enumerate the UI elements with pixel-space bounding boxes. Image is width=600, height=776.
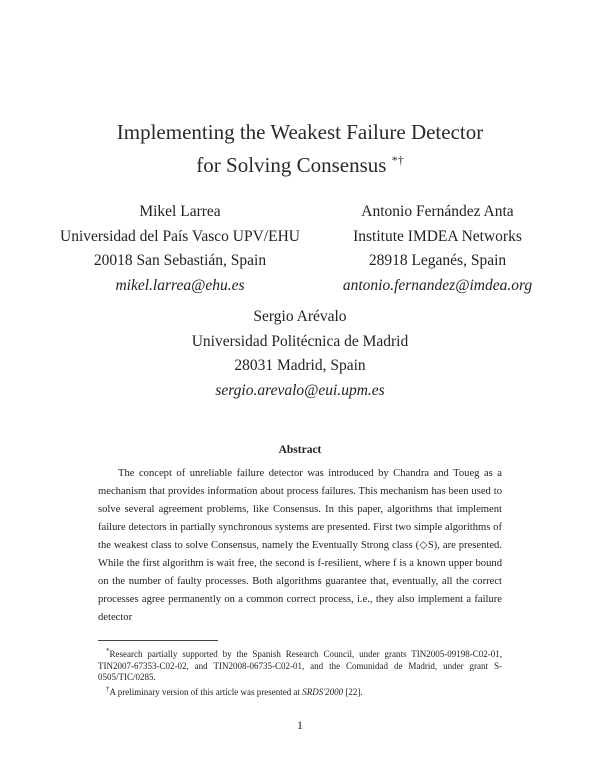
author-address: 28031 Madrid, Spain	[234, 357, 366, 374]
paper-title-line-1: Implementing the Weakest Failure Detector	[116, 120, 484, 144]
abstract-heading: Abstract	[278, 444, 322, 456]
author-block-1	[60, 200, 300, 298]
author-block-2	[310, 200, 565, 298]
author-name: Sergio Arévalo	[253, 308, 347, 325]
footnote-venue: SRDS'2000	[302, 687, 344, 697]
footnote-text: A preliminary version of this article was presented at	[109, 687, 303, 697]
author-email: antonio.fernandez@imdea.org	[342, 276, 533, 294]
author-address: 28918 Leganés, Spain	[368, 252, 507, 269]
footnote-2	[98, 684, 502, 699]
author-name: Mikel Larrea	[139, 203, 221, 220]
author-affiliation: Universidad Politécnica de Madrid	[191, 332, 409, 350]
abstract-text: The concept of unreliable failure detector was introduced by Chandra and Toueg as a mechanism that provides information about process failures. This mechanism has been used to solve several agreement problems, like Consensus. In this paper, algorithms that implement failure detectors in partially synchronous systems are presented. First two simple algorithms of the weakest class to solve Consensus, namely the Eventually Strong class (◇S), are presented. While the first algorithm is wait free, the second is f-resilient, where f is a known upper bound on the number of faulty processes. Both algorithms guarantee that, eventually, all the correct processes agree permanently on a common correct process, i.e., they also implement a failure detector	[98, 468, 502, 623]
author-affiliation: Universidad del País Vasco UPV/EHU	[60, 227, 300, 245]
paper-title-line-2	[0, 153, 600, 178]
author-block-3	[150, 305, 450, 403]
footnote-mark: †	[106, 685, 110, 693]
page-number: 1	[297, 718, 303, 732]
author-email: mikel.larrea@ehu.es	[115, 276, 245, 294]
footnote-text-end: [22].	[343, 687, 363, 697]
footnote-mark: *	[106, 647, 110, 655]
paper-title-line-2-text: for Solving Consensus	[196, 153, 387, 177]
author-email: sergio.arevalo@eui.upm.es	[215, 381, 385, 399]
title-footnote-marks: *†	[391, 153, 404, 167]
author-affiliation: Institute IMDEA Networks	[353, 227, 522, 245]
author-name: Antonio Fernández Anta	[361, 203, 514, 220]
author-address: 20018 San Sebastián, Spain	[93, 252, 267, 269]
footnote-1	[98, 646, 502, 684]
footnote-rule	[98, 640, 218, 641]
footnote-text: Research partially supported by the Spanish Research Council, under grants TIN2005-09198-C02-01, TIN2007-67353-C02-02, and TIN2008-06735-C02-01, and the Comunidad de Madrid, under grant S-0505/TIC/0285.	[98, 649, 502, 682]
